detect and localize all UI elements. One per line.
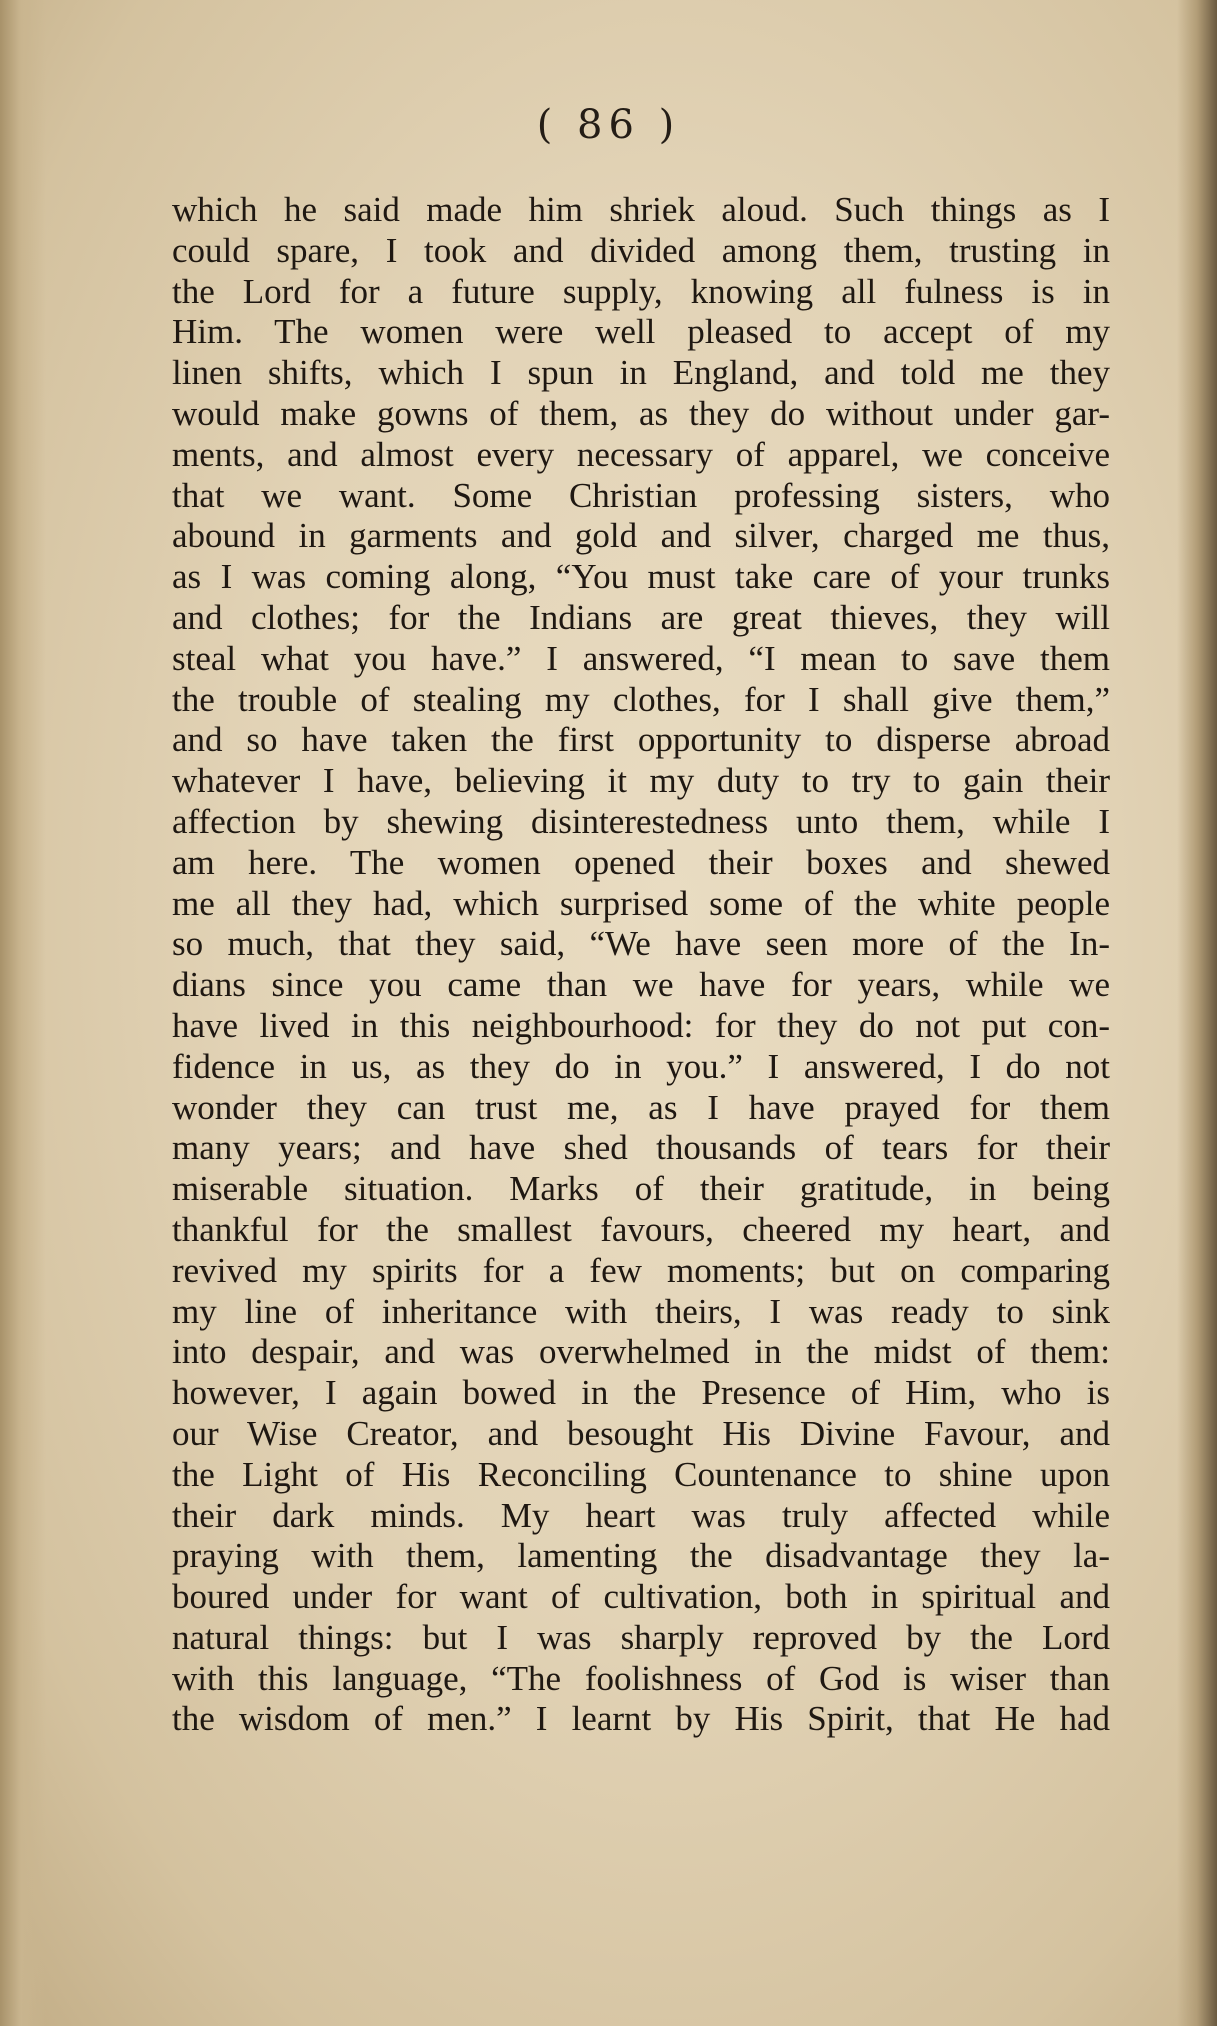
text-line: their dark minds. My heart was truly affected while: [172, 1495, 1110, 1535]
text-line: could spare, I took and divided among them, trusting in: [172, 230, 1110, 270]
text-line: the Light of His Reconciling Countenance to shine upon: [172, 1454, 1110, 1494]
text-line: abound in garments and gold and silver, charged me thus,: [172, 516, 1110, 556]
text-line: into despair, and was overwhelmed in the midst of them:: [172, 1332, 1110, 1372]
text-line: my line of inheritance with theirs, I was ready to sink: [172, 1291, 1110, 1331]
text-line: so much, that they said, “We have seen more of the In-: [172, 924, 1110, 964]
text-line: the Lord for a future supply, knowing all fulness is in: [172, 271, 1110, 311]
text-line: boured under for want of cultivation, both in spiritual and: [172, 1577, 1110, 1617]
text-line: would make gowns of them, as they do without under gar-: [172, 393, 1110, 433]
text-line: the trouble of stealing my clothes, for I shall give them,”: [172, 679, 1110, 719]
text-line: dians since you came than we have for years, while we: [172, 965, 1110, 1005]
text-line: ments, and almost every necessary of apparel, we conceive: [172, 434, 1110, 474]
text-line: me all they had, which surprised some of the white people: [172, 883, 1110, 923]
text-line: that we want. Some Christian professing sisters, who: [172, 475, 1110, 515]
text-line: the wisdom of men.” I learnt by His Spirit, that He had: [172, 1699, 1110, 1739]
text-line: our Wise Creator, and besought His Divine Favour, and: [172, 1413, 1110, 1453]
text-line: thankful for the smallest favours, cheered my heart, and: [172, 1209, 1110, 1249]
text-line: revived my spirits for a few moments; but on comparing: [172, 1250, 1110, 1290]
text-line: and so have taken the first opportunity to disperse abroad: [172, 720, 1110, 760]
text-line: whatever I have, believing it my duty to try to gain their: [172, 761, 1110, 801]
text-line: and clothes; for the Indians are great thieves, they will: [172, 597, 1110, 637]
text-line: however, I again bowed in the Presence of Him, who is: [172, 1373, 1110, 1413]
text-line: have lived in this neighbourhood: for they do not put con-: [172, 1005, 1110, 1045]
text-line: fidence in us, as they do in you.” I answered, I do not: [172, 1046, 1110, 1086]
page-number: ( 86 ): [536, 102, 681, 148]
text-line: many years; and have shed thousands of tears for their: [172, 1128, 1110, 1168]
text-line: as I was coming along, “You must take care of your trunks: [172, 557, 1110, 597]
text-line: am here. The women opened their boxes and shewed: [172, 842, 1110, 882]
text-line: praying with them, lamenting the disadvantage they la-: [172, 1536, 1110, 1576]
text-line: steal what you have.” I answered, “I mean to save them: [172, 638, 1110, 678]
text-line: miserable situation. Marks of their gratitude, in being: [172, 1169, 1110, 1209]
text-line: natural things: but I was sharply reproved by the Lord: [172, 1617, 1110, 1657]
body-text: [172, 190, 1110, 1740]
text-line: Him. The women were well pleased to accept of my: [172, 312, 1110, 352]
text-line: linen shifts, which I spun in England, and told me they: [172, 353, 1110, 393]
text-line: wonder they can trust me, as I have prayed for them: [172, 1087, 1110, 1127]
text-line: affection by shewing disinterestedness unto them, while I: [172, 801, 1110, 841]
text-line: which he said made him shriek aloud. Such things as I: [172, 190, 1110, 229]
text-line: with this language, “The foolishness of God is wiser than: [172, 1658, 1110, 1698]
